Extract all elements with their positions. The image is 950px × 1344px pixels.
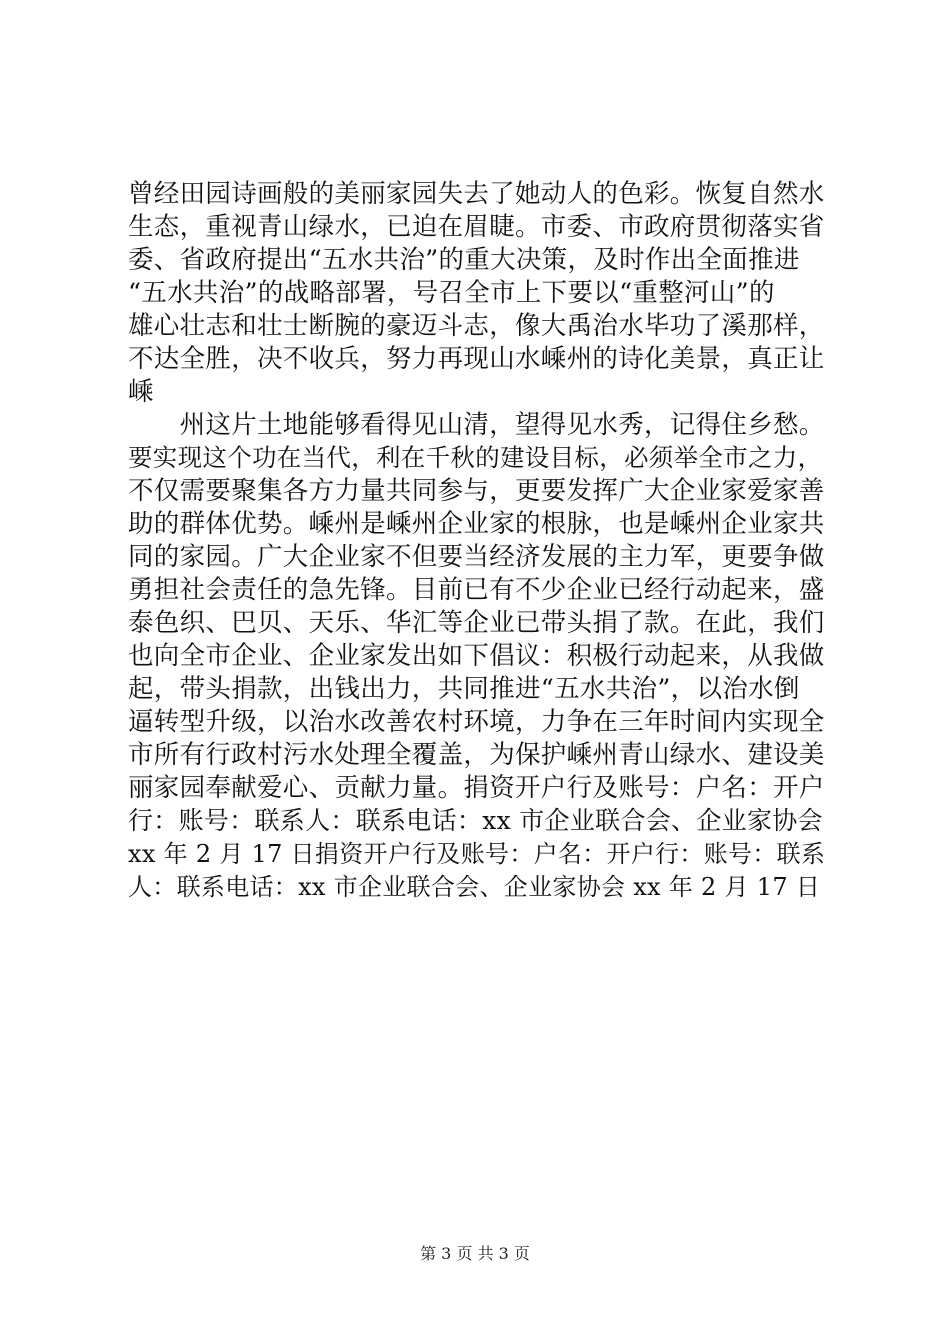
text-line: 起，带头捐款，出钱出力，共同推进“五水共治”，以治水倒 bbox=[128, 674, 800, 704]
text-line: 同的家园。广大企业家不但要当经济发展的主力军，更要争做 bbox=[128, 542, 825, 572]
text-line: 曾经田园诗画般的美丽家园失去了她动人的色彩。恢复自然水 bbox=[128, 179, 825, 209]
text-line: 助的群体优势。嵊州是嵊州企业家的根脉，也是嵊州企业家共 bbox=[128, 509, 825, 539]
text-line: 市所有行政村污水处理全覆盖，为保护嵊州青山绿水、建设美 bbox=[128, 740, 825, 770]
text-line: 雄心壮志和壮士断腕的豪迈斗志，像大禹治水毕功了溪那样， bbox=[128, 311, 825, 341]
text-line: 丽家园奉献爱心、贡献力量。捐资开户行及账号：户名：开户 bbox=[128, 773, 825, 803]
text-line: xx 年 2 月 17 日捐资开户行及账号：户名：开户行：账号：联系 bbox=[128, 840, 826, 868]
text-line: 生态，重视青山绿水，已迫在眉睫。市委、市政府贯彻落实省 bbox=[128, 212, 825, 242]
text-line: 行：账号：联系人：联系电话：xx 市企业联合会、企业家协会 bbox=[128, 806, 823, 835]
text-line: 委、省政府提出“五水共治”的重大决策，及时作出全面推进 bbox=[128, 245, 800, 275]
text-line: 不达全胜，决不收兵，努力再现山水嵊州的诗化美景，真正让 bbox=[128, 344, 825, 374]
text-line: 嵊 bbox=[128, 377, 154, 407]
text-line: 逼转型升级，以治水改善农村环境，力争在三年时间内实现全 bbox=[128, 707, 825, 737]
page-number-footer: 第 3 页 共 3 页 bbox=[420, 1244, 530, 1263]
text-line: 也向全市企业、企业家发出如下倡议：积极行动起来，从我做 bbox=[128, 641, 825, 671]
text-line: 不仅需要聚集各方力量共同参与，更要发挥广大企业家爱家善 bbox=[128, 476, 825, 506]
text-line: 人：联系电话：xx 市企业联合会、企业家协会 xx 年 2 月 17 日 bbox=[128, 873, 821, 901]
text-line: 泰色织、巴贝、天乐、华汇等企业已带头捐了款。在此，我们 bbox=[128, 608, 825, 638]
text-line: “五水共治”的战略部署，号召全市上下要以“重整河山”的 bbox=[128, 278, 775, 308]
text-line: 勇担社会责任的急先锋。目前已有不少企业已经行动起来，盛 bbox=[128, 575, 825, 605]
text-line: 州这片土地能够看得见山清，望得见水秀，记得住乡愁。 bbox=[128, 410, 825, 440]
text-line: 要实现这个功在当代，利在千秋的建设目标，必须举全市之力， bbox=[128, 443, 823, 472]
